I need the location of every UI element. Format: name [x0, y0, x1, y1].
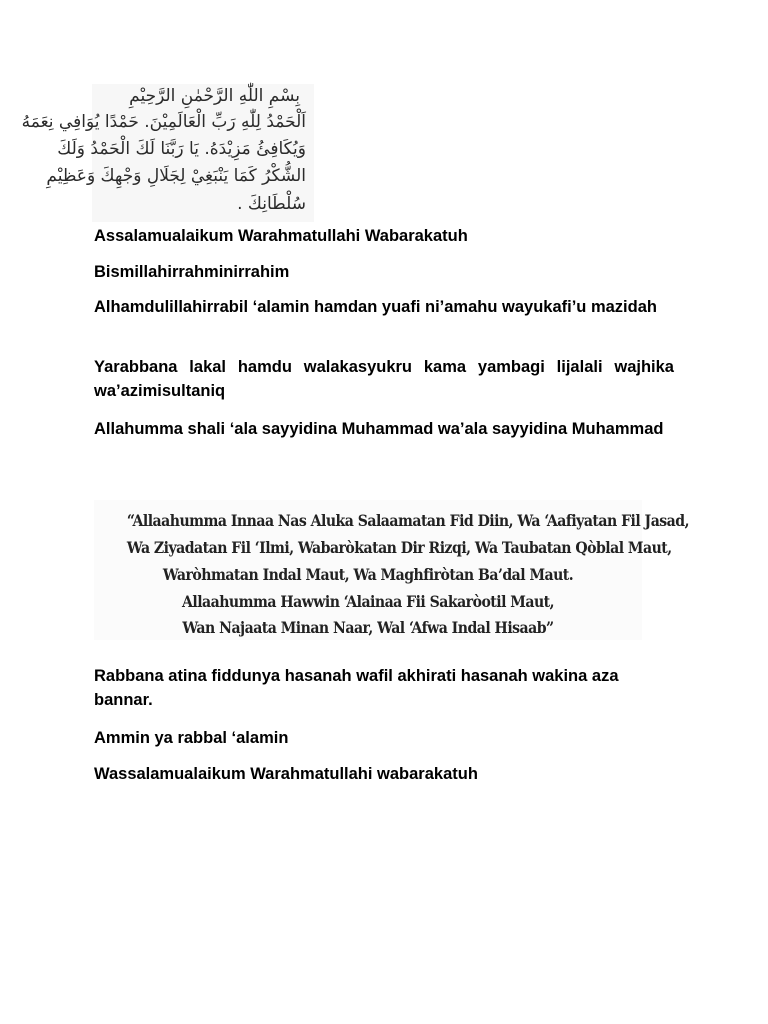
- quote-line: Wa Ziyadatan Fil ‘Ilmi, Wabaròkatan Dir Rizqi, Wa Taubatan Qòblal Maut,: [126, 538, 672, 557]
- arabic-line: اَلْحَمْدُ لِلّٰهِ رَبِّ الْعَالَمِيْنَ. حَمْدًا يُوَافِي نِعَمَهُ: [21, 112, 306, 132]
- quote-line: Allaahumma Hawwin ‘Alainaa Fii Sakaròotil Maut,: [181, 592, 555, 611]
- quote-line: Waròhmatan Indal Maut, Wa Maghfiròtan Ba’dal Maut.: [162, 565, 574, 584]
- basmalah-paragraph: Bismillahirrahminirrahim: [94, 263, 290, 281]
- ammin-paragraph: Ammin ya rabbal ‘alamin: [94, 729, 289, 747]
- quote-line: Wan Najaata Minan Naar, Wal ‘Afwa Indal Hisaab”: [182, 618, 554, 637]
- arabic-calligraphy-image: [21, 84, 314, 222]
- shalawat-paragraph: Allahumma shali ‘ala sayyidina Muhammad wa’ala sayyidina Muhammad: [94, 420, 664, 438]
- prayer-quote-image: [94, 500, 689, 640]
- arabic-line: بِسْمِ اللّٰهِ الرَّحْمٰنِ الرَّحِيْمِ: [129, 86, 300, 106]
- yarabbana-paragraph: Yarabbana lakal hamdu walakasyukru kama yambagi lijalali wajhika wa’azimisultaniq: [94, 358, 674, 400]
- arabic-line: الشُّكْرُ كَمَا يَنْبَغِيْ لِجَلَالِ وَجْهِكَ وَعَظِيْمِ: [46, 166, 306, 186]
- hamdalah-paragraph: Alhamdulillahirrabil ‘alamin hamdan yuafi ni’amahu wayukafi’u mazidah: [94, 298, 657, 316]
- quote-line: “Allaahumma Innaa Nas Aluka Salaamatan Fid Diin, Wa ‘Aafiyatan Fil Jasad,: [126, 511, 689, 530]
- greeting-paragraph: Assalamualaikum Warahmatullahi Wabarakatuh: [94, 227, 468, 245]
- rabbana-paragraph: Rabbana atina fiddunya hasanah wafil akhirati hasanah wakina aza bannar.: [94, 667, 619, 709]
- arabic-line: سُلْطَانِكَ .: [237, 194, 306, 214]
- arabic-line: وَيُكَافِئُ مَزِيْدَهُ. يَا رَبَّنَا لَكَ الْحَمْدُ وَلَكَ: [57, 139, 306, 159]
- closing-paragraph: Wassalamualaikum Warahmatullahi wabarakatuh: [94, 765, 478, 783]
